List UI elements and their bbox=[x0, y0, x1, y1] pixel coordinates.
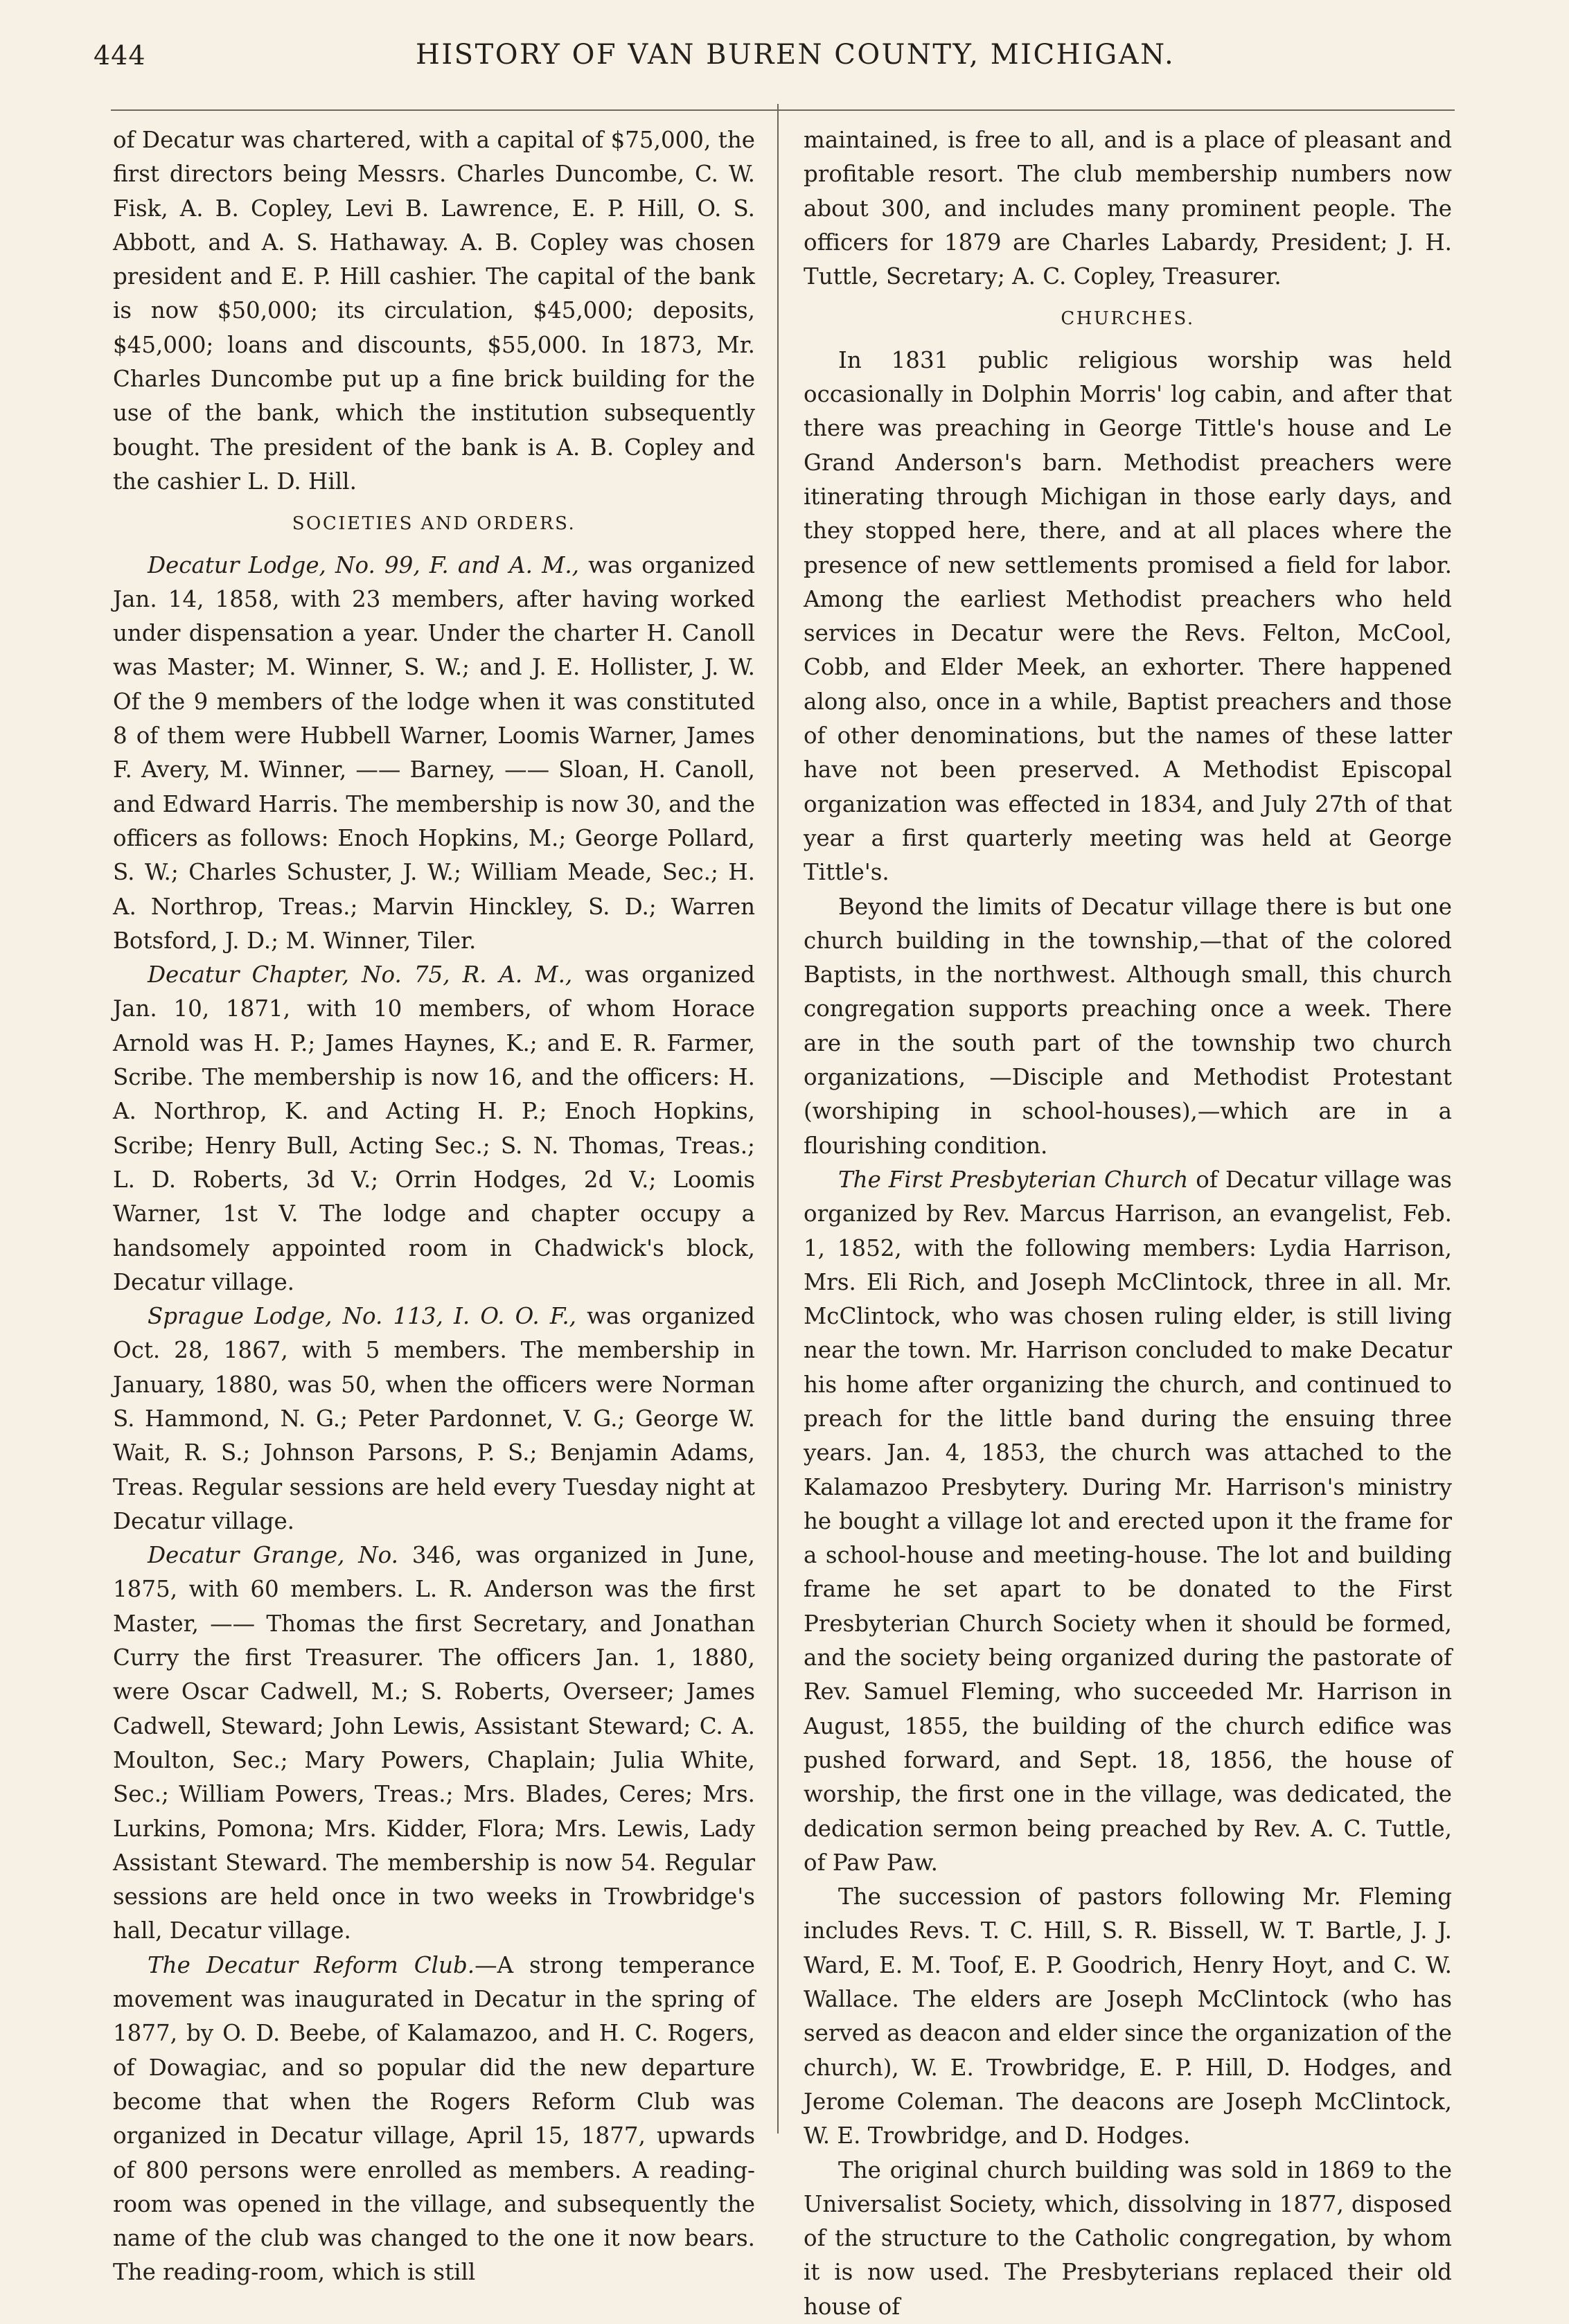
column-divider bbox=[777, 104, 779, 2134]
sprague-lodge-paragraph bbox=[113, 1300, 755, 1538]
sprague-lodge-text: was organized Oct. 28, 1867, with 5 members. The membership in January, 1880, was 50, when the officers were Norman S. Hammond, N. G.; Peter Pardonnet, V. G.; George W. Wait, R. S.; Johnson Parsons, P. S.; Benjamin Adams, Treas. Regular sessions are held every Tuesday night at Decatur village. bbox=[113, 1303, 755, 1534]
grange-text: 346, was organized in June, 1875, with 60 members. L. R. Anderson was the first Master, —— Thomas the first Secretary, and Jonathan Curry the first Treasurer. The officers Jan. 1, 1880, were Oscar Cadwell, M.; S. Roberts, Overseer; James Cadwell, Steward; John Lewis, Assistant Steward; C. A. Moulton, Sec.; Mary Powers, Chaplain; Julia White, Sec.; William Powers, Treas.; Mrs. Blades, Ceres; Mrs. Lurkins, Pomona; Mrs. Kidder, Flora; Mrs. Lewis, Lady Assistant Steward. The membership is now 54. Regular sessions are held once in two weeks in Trowbridge's hall, Decatur village. bbox=[113, 1542, 755, 1944]
reform-club-continued: maintained, is free to all, and is a place of pleasant and profitable resort. The club membership numbers now about 300, and includes many prominent people. The officers for 1879 are Charles Labardy, President; J. H. Tuttle, Secretary; A. C. Copley, Treasurer. bbox=[804, 127, 1452, 290]
running-title: HISTORY OF VAN BUREN COUNTY, MICHIGAN. bbox=[416, 39, 1176, 71]
right-column bbox=[804, 123, 1452, 2324]
lodge-99-paragraph bbox=[113, 549, 755, 959]
presbyterian-paragraph bbox=[804, 1163, 1452, 1880]
chapter-75-paragraph bbox=[113, 958, 755, 1300]
sprague-lodge-title: Sprague Lodge, No. 113, I. O. O. F., bbox=[148, 1303, 577, 1330]
grange-title: Decatur Grange, No. bbox=[148, 1542, 399, 1569]
early-worship-paragraph: In 1831 public religious worship was held occasionally in Dolphin Morris' log cabin, and after that there was preaching in George Tittle's house and Le Grand Anderson's barn. Methodist preachers were itinerating through Michigan in those early days, and they stopped here, there, and at all places where the presence of new settlements promised a field for labor. Among the earliest Methodist preachers who held services in Decatur were the Revs. Felton, McCool, Cobb, and Elder Meek, an exhorter. There happened along also, once in a while, Baptist preachers and those of other denominations, but the names of these latter have not been preserved. A Methodist Episcopal organization was effected in 1834, and July 27th of that year a first quarterly meeting was held at George Tittle's. bbox=[804, 346, 1452, 886]
original-building-paragraph: The original church building was sold in 1869 to the Universalist Society, which, dissolving in 1877, disposed of the structure to the Catholic congregation, by whom it is now used. The Presbyterians replaced their old house of bbox=[804, 2156, 1452, 2320]
chapter-75-text: was organized Jan. 10, 1871, with 10 members, of whom Horace Arnold was H. P.; James Haynes, K.; and E. R. Farmer, Scribe. The membership is now 16, and the officers: H. A. Northrop, K. and Acting H. P.; Enoch Hopkins, Scribe; Henry Bull, Acting Sec.; S. N. Thomas, Treas.; L. D. Roberts, 3d V.; Orrin Hodges, 2d V.; Loomis Warner, 1st V. The lodge and chapter occupy a handsomely appointed room in Chadwick's block, Decatur village. bbox=[113, 961, 755, 1295]
header-rule bbox=[111, 109, 1455, 111]
reform-club-text: —A strong temperance movement was inaugurated in Decatur in the spring of 1877, by O. D. Beebe, of Kalamazoo, and H. C. Rogers, of Dowagiac, and so popular did the new departure become that when the Rogers Reform Club was organized in Decatur village, April 15, 1877, upwards of 800 persons were enrolled as members. A reading-room was opened in the village, and subsequently the name of the club was changed to the one it now bears. The reading-room, which is still bbox=[113, 1951, 756, 2286]
lodge-99-text: was organized Jan. 14, 1858, with 23 members, after having worked under dispensation a year. Under the charter H. Canoll was Master; M. Winner, S. W.; and J. E. Hollister, J. W. Of the 9 members of the lodge when it was constituted 8 of them were Hubbell Warner, Loomis Warner, James F. Avery, M. Winner, —— Barney, —— Sloan, H. Canoll, and Edward Harris. The membership is now 30, and the officers as follows: Enoch Hopkins, M.; George Pollard, S. W.; Charles Schuster, J. W.; William Meade, Sec.; H. A. Northrop, Treas.; Marvin Hinckley, S. D.; Warren Botsford, J. D.; M. Winner, Tiler. bbox=[113, 551, 755, 954]
lodge-99-title: Decatur Lodge, No. 99, F. and A. M., bbox=[148, 551, 580, 578]
bank-paragraph: of Decatur was chartered, with a capital of $75,000, the first directors being Messrs. Charles Duncombe, C. W. Fisk, A. B. Copley, Levi B. Lawrence, E. P. Hill, O. S. Abbott, and A. S. Hathaway. A. B. Copley was chosen president and E. P. Hill cashier. The capital of the bank is now $50,000; its circulation, $45,000; deposits, $45,000; loans and discounts, $55,000. In 1873, Mr. Charles Duncombe put up a fine brick building for the use of the bank, which the institution subsequently bought. The president of the bank is A. B. Copley and the cashier L. D. Hill. bbox=[113, 127, 755, 495]
section-heading-societies: SOCIETIES AND ORDERS. bbox=[292, 513, 576, 535]
pastors-paragraph: The succession of pastors following Mr. Fleming includes Revs. T. C. Hill, S. R. Bissell, W. T. Bartle, J. J. Ward, E. M. Toof, E. P. Goodrich, Henry Hoyt, and C. W. Wallace. The elders are Joseph McClintock (who has served as deacon and elder since the organization of the church), W. E. Trowbridge, E. P. Hill, D. Hodges, and Jerome Coleman. The deacons are Joseph McClintock, W. E. Trowbridge, and D. Hodges. bbox=[804, 1883, 1452, 2149]
chapter-75-title: Decatur Chapter, No. 75, R. A. M., bbox=[148, 961, 573, 988]
section-heading-churches: CHURCHES. bbox=[1061, 308, 1195, 330]
presbyterian-title: The First Presbyterian Church bbox=[838, 1166, 1189, 1193]
left-column bbox=[113, 123, 755, 2290]
reform-club-title: The Decatur Reform Club. bbox=[148, 1951, 475, 1978]
presbyterian-text: of Decatur village was organized by Rev. Marcus Harrison, an evangelist, Feb. 1, 1852, with the following members: Lydia Harrison, Mrs. Eli Rich, and Joseph McClintock, three in all. Mr. McClintock, who was chosen ruling elder, is still living near the town. Mr. Harrison concluded to make Decatur his home after organizing the church, and continued to preach for the little band during the ensuing three years. Jan. 4, 1853, the church was attached to the Kalamazoo Presbytery. During Mr. Harrison's ministry he bought a village lot and erected upon it the frame for a school-house and meeting-house. The lot and building frame he set apart to be donated to the First Presbyterian Church Society when it should be formed, and the society being organized during the pastorate of Rev. Samuel Fleming, who succeeded Mr. Harrison in August, 1855, the building of the church edifice was pushed forward, and Sept. 18, 1856, the house of worship, the first one in the village, was dedicated, the dedication sermon being preached by Rev. A. C. Tuttle, of Paw Paw. bbox=[804, 1166, 1452, 1876]
grange-paragraph bbox=[113, 1538, 755, 1949]
reform-club-paragraph bbox=[113, 1949, 755, 2290]
page-number: 444 bbox=[94, 40, 146, 71]
township-churches-paragraph: Beyond the limits of Decatur village there is but one church building in the township,—that of the colored Baptists, in the northwest. Although small, this church congregation supports preaching once a week. There are in the south part of the township two church organizations, —Disciple and Methodist Protestant (worshiping in school-houses),—which are in a flourishing condition. bbox=[804, 893, 1452, 1159]
